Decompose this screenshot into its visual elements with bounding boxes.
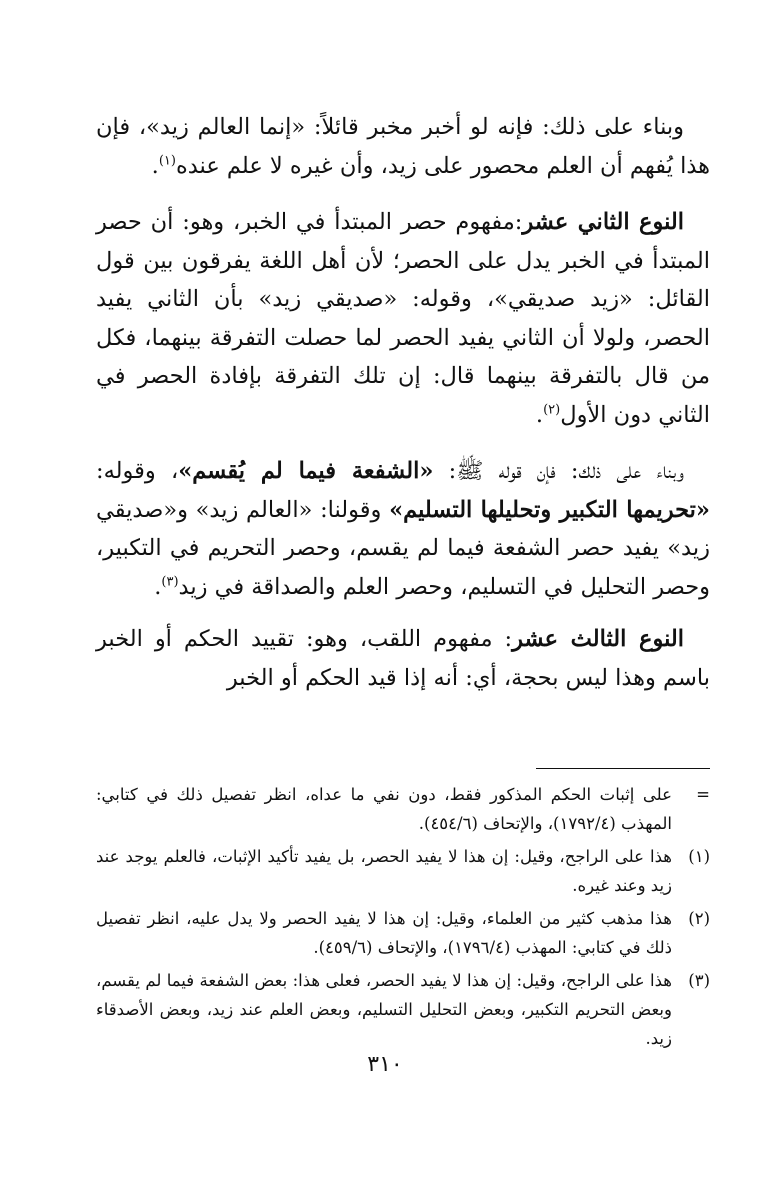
paragraph-3-connector: ، وقوله: [96, 458, 179, 484]
footnote-1 [96, 842, 710, 900]
footnote-marker: = [696, 785, 710, 804]
footnote-text: هذا مذهب كثير من العلماء، وقيل: إن هذا لا يفيد الحصر ولا يدل عليه، انظر تفصيل ذلك في كتابي: المهذب (١٧٩٦/٤)، والإتحاف (٤٥٩/٦). [96, 909, 672, 957]
page-number: ٣١٠ [367, 1052, 403, 1077]
footnote-text: هذا على الراجح، وقيل: إن هذا لا يفيد الحصر، فعلى هذا: بعض الشفعة فيما لم يقسم، وبعض التحريم التكبير، وبعض التحليل التسليم، وبعض العلم عند زيد، وبعض الأصدقاء زيد. [96, 971, 672, 1048]
footnote-text: هذا على الراجح، وقيل: إن هذا لا يفيد الحصر، بل يفيد تأكيد الإثبات، فالعلم يوجد عند زيد وعند غيره. [96, 847, 672, 895]
footnote-separator [536, 768, 710, 769]
paragraph-1-text: وبناء على ذلك: فإنه لو أخبر مخبر قائلاً: «إنما العالم زيد»، فإن هذا يُفهم أن العلم محصور على زيد، وأن غيره لا علم عنده [96, 114, 710, 179]
footnote-ref-2: (٢) [543, 402, 561, 417]
paragraph-4 [96, 620, 710, 697]
paragraph-3-text: وقولنا: «العالم زيد» و«صديقي زيد» يفيد حصر الشفعة فيما لم يقسم، وحصر التحريم في التكبير، وحصر التحليل في التسليم، وحصر العلم والصداقة في زيد [96, 496, 710, 600]
footnote-text: على إثبات الحكم المذكور فقط، دون نفي ما عداه، انظر تفصيل ذلك في كتابي: المهذب (١٧٩٢/٤)، والإتحاف (٤٥٤/٦). [96, 785, 672, 833]
footnote-3 [96, 966, 710, 1053]
footnote-marker: (٣) [688, 971, 710, 990]
paragraph-2-end: . [535, 401, 544, 428]
paragraph-3-end: . [154, 573, 162, 600]
footnote-marker: (١) [688, 847, 710, 866]
footnote-2 [96, 904, 710, 962]
footnote-ref-3: (٣) [161, 574, 179, 589]
paragraph-2 [96, 203, 710, 434]
paragraph-2-text: :مفهوم حصر المبتدأ في الخبر، وهو: أن حصر المبتدأ في الخبر يدل على الحصر؛ لأن أهل اللغة يفرقون بين قول القائل: «زيد صديقي»، وقوله: «صديقي زيد» بأن الثاني يفيد الحصر، ولولا أن الثاني يفيد الحصر لما حصلت التفرقة بينهما، فكل من قال بالتفرقة بينهما قال: إن تلك التفرقة بإفادة الحصر في الثاني دون الأول [96, 209, 710, 428]
paragraph-1 [96, 108, 710, 185]
hadith-quote-1: «الشفعة فيما لم يُقسم» [178, 458, 434, 484]
paragraph-3 [96, 452, 710, 606]
paragraph-3-intro: وبناء على ذلك: فإن قوله ﷺ: [433, 458, 684, 484]
section-term-12: النوع الثاني عشر [522, 209, 685, 235]
footnote-continued [96, 780, 710, 838]
footnotes [96, 780, 710, 1057]
footnote-ref-1: (١) [158, 153, 176, 168]
footnote-marker: (٢) [688, 909, 710, 928]
section-term-13: النوع الثالث عشر [512, 626, 684, 652]
main-text [96, 108, 710, 715]
paragraph-4-text: : مفهوم اللقب، وهو: تقييد الحكم أو الخبر باسم وهذا ليس بحجة، أي: أنه إذا قيد الحكم أو الخبر [96, 626, 710, 691]
paragraph-1-end: . [151, 152, 159, 179]
hadith-quote-2: «تحريمها التكبير وتحليلها التسليم» [389, 496, 710, 523]
